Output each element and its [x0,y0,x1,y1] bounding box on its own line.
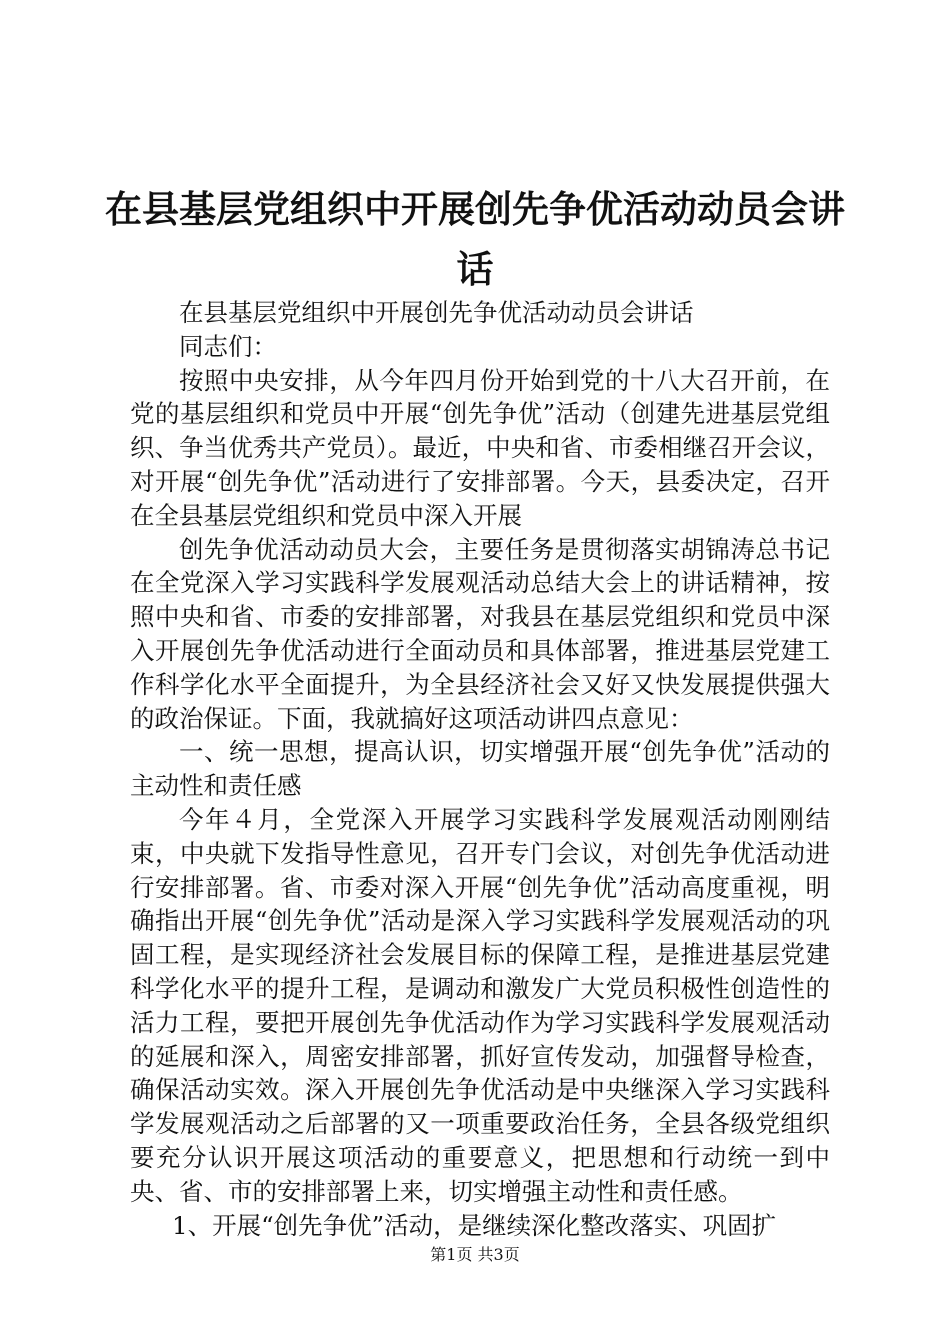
document-title: 在县基层党组织中开展创先争优活动动员会讲话 [105,188,845,291]
paragraph: 按照中央安排，从今年四月份开始到党的十八大召开前，在党的基层组织和党员中开展“创先争优”活动（创建先进基层党组织、争当优秀共产党员）。最近，中央和省、市委相继召开会议，对开展“创先争优”活动进行了安排部署。今天，县委决定，召开在全县基层党组织和党员中深入开展 [130,365,830,530]
paragraph: 创先争优活动动员大会，主要任务是贯彻落实胡锦涛总书记在全党深入学习实践科学发展观活动总结大会上的讲话精神，按照中央和省、市委的安排部署，对我县在基层党组织和党员中深入开展创先争优活动进行全面动员和具体部署，推进基层党建工作科学化水平全面提升，为全县经济社会又好又快发展提供强大的政治保证。下面，我就搞好这项活动讲四点意见： [130,534,830,733]
page-footer: 第1页 共3页 [430,1245,520,1264]
section-heading: 一、统一思想，提高认识，切实增强开展“创先争优”活动的主动性和责任感 [130,737,830,801]
salutation: 同志们： [179,331,277,361]
document-body [130,296,830,1242]
paragraph: 1、开展“创先争优”活动，是继续深化整改落实、巩固扩 [172,1210,777,1240]
paragraph: 今年４月，全党深入开展学习实践科学发展观活动刚刚结束，中央就下发指导性意见，召开专门会议，对创先争优活动进行安排部署。省、市委对深入开展“创先争优”活动高度重视，明确指出开展“创先争优”活动是深入学习实践科学发展观活动的巩固工程，是实现经济社会发展目标的保障工程，是推进基层党建科学化水平的提升工程，是调动和激发广大党员积极性创造性的活力工程，要把开展创先争优活动作为学习实践科学发展观活动的延展和深入，周密安排部署，抓好宣传发动，加强督导检查，确保活动实效。深入开展创先争优活动是中央继深入学习实践科学发展观活动之后部署的又一项重要政治任务，全县各级党组织要充分认识开展这项活动的重要意义，把思想和行动统一到中央、省、市的安排部署上来，切实增强主动性和责任感。 [130,804,830,1206]
body-heading: 在县基层党组织中开展创先争优活动动员会讲话 [179,298,694,327]
